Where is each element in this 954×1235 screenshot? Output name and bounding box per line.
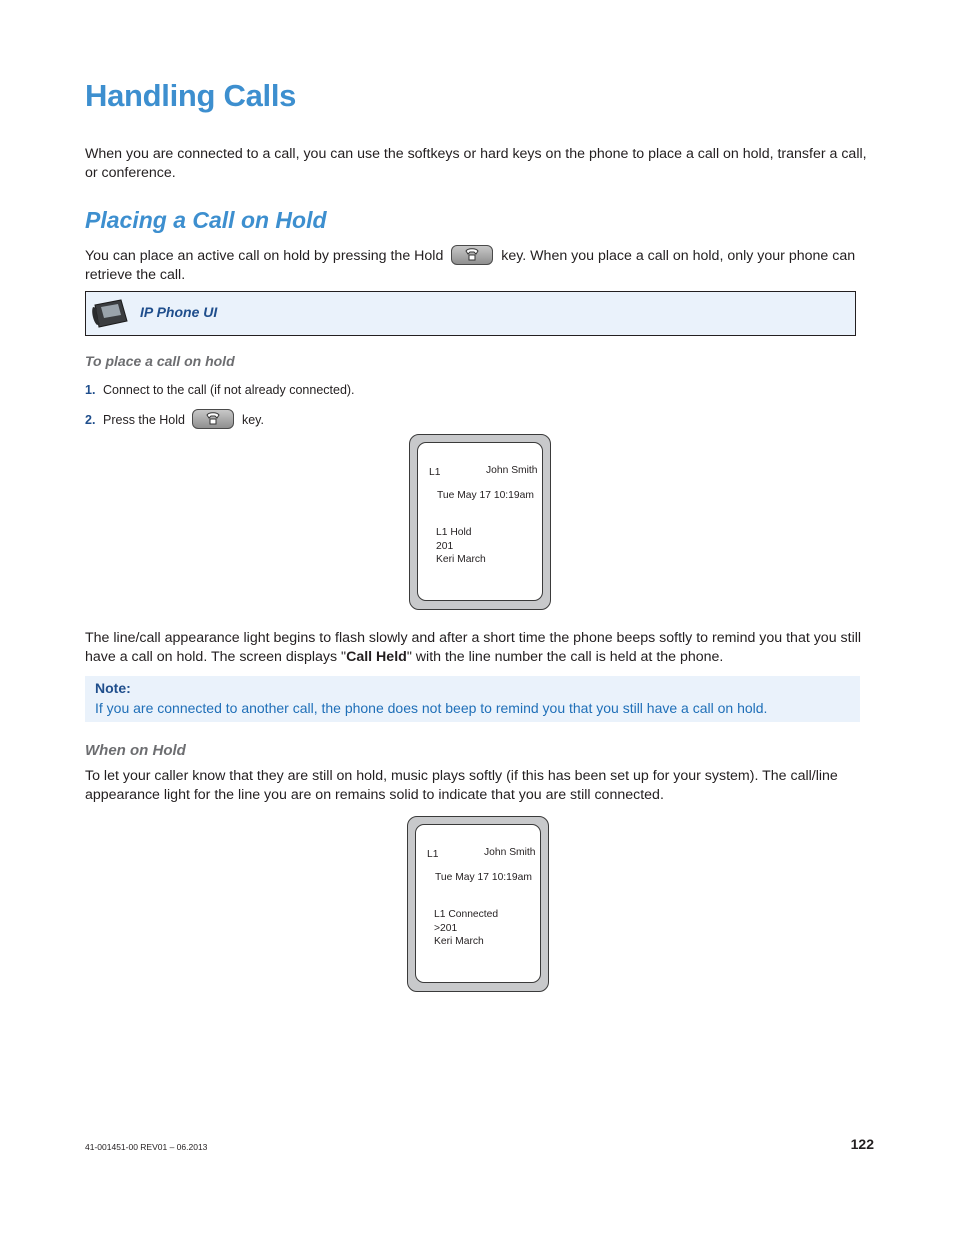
screen-status: L1 Hold [436,527,472,538]
ip-phone-ui-box [85,291,856,336]
note-title: Note: [95,680,131,696]
screen-caller: Keri March [436,554,486,565]
note-box [85,676,860,722]
hold-description-text-1: You can place an active call on hold by pressing the Hold [85,248,444,264]
phone-screen-display [415,824,541,983]
phone-screen-display [417,442,543,601]
step-1-text: Connect to the call (if not already connected). [103,383,355,397]
screen-name: John Smith [486,465,538,476]
screen-datetime: Tue May 17 10:19am [435,872,532,883]
screen-number: >201 [434,923,458,934]
phone-screen-hold [409,434,551,610]
note-body: If you are connected to another call, the phone does not beep to remind you that you still have a call on hold. [95,700,768,716]
screen-caller: Keri March [434,936,484,947]
intro-paragraph: When you are connected to a call, you can use the softkeys or hard keys on the phone to place a call on hold, transfer a call, or conference. [85,146,867,181]
step-1 [85,383,355,397]
hold-description-paragraph [85,245,875,285]
hold-key-icon [451,245,493,265]
screen-line: L1 [429,467,441,478]
footer-doc-id: 41-001451-00 REV01 – 06.2013 [85,1142,208,1152]
hold-description-text-2: key. When you place a call on hold, only your phone can retrieve the call. [85,248,856,283]
when-on-hold-paragraph: To let your caller know that they are still on hold, music plays softly (if this has been set up for your system). The call/line appearance light for the line you are on remains solid to indicate that you are still connected. [85,768,838,803]
screen-name: John Smith [484,847,536,858]
step-2-text-before: Press the Hold [103,413,185,427]
flash-light-text-1: The line/call appearance light begins to flash slowly and after a short time the phone beeps softly to remind you that you still have a call on hold. The screen displays " [85,630,862,665]
flash-light-paragraph [85,629,875,667]
section-title: Placing a Call on Hold [85,207,327,233]
page-number: 122 [850,1136,874,1152]
call-held-text: Call Held [346,649,407,665]
screen-line: L1 [427,849,439,860]
flash-light-text-2: " with the line number the call is held at the phone. [406,649,724,665]
ip-phone-icon [91,297,129,334]
page-title: Handling Calls [85,78,297,113]
ip-phone-ui-label: IP Phone UI [140,304,218,320]
screen-status: L1 Connected [434,909,499,920]
phone-screen-connected [407,816,549,992]
screen-datetime: Tue May 17 10:19am [437,490,534,501]
step-1-number: 1. [85,383,96,397]
hold-key-icon [192,409,234,429]
step-2-number: 2. [85,413,96,427]
step-2-text-after: key. [241,413,264,427]
procedure-title: To place a call on hold [85,353,235,369]
step-2 [85,409,264,429]
screen-number: 201 [436,541,454,552]
when-on-hold-title: When on Hold [85,742,186,759]
